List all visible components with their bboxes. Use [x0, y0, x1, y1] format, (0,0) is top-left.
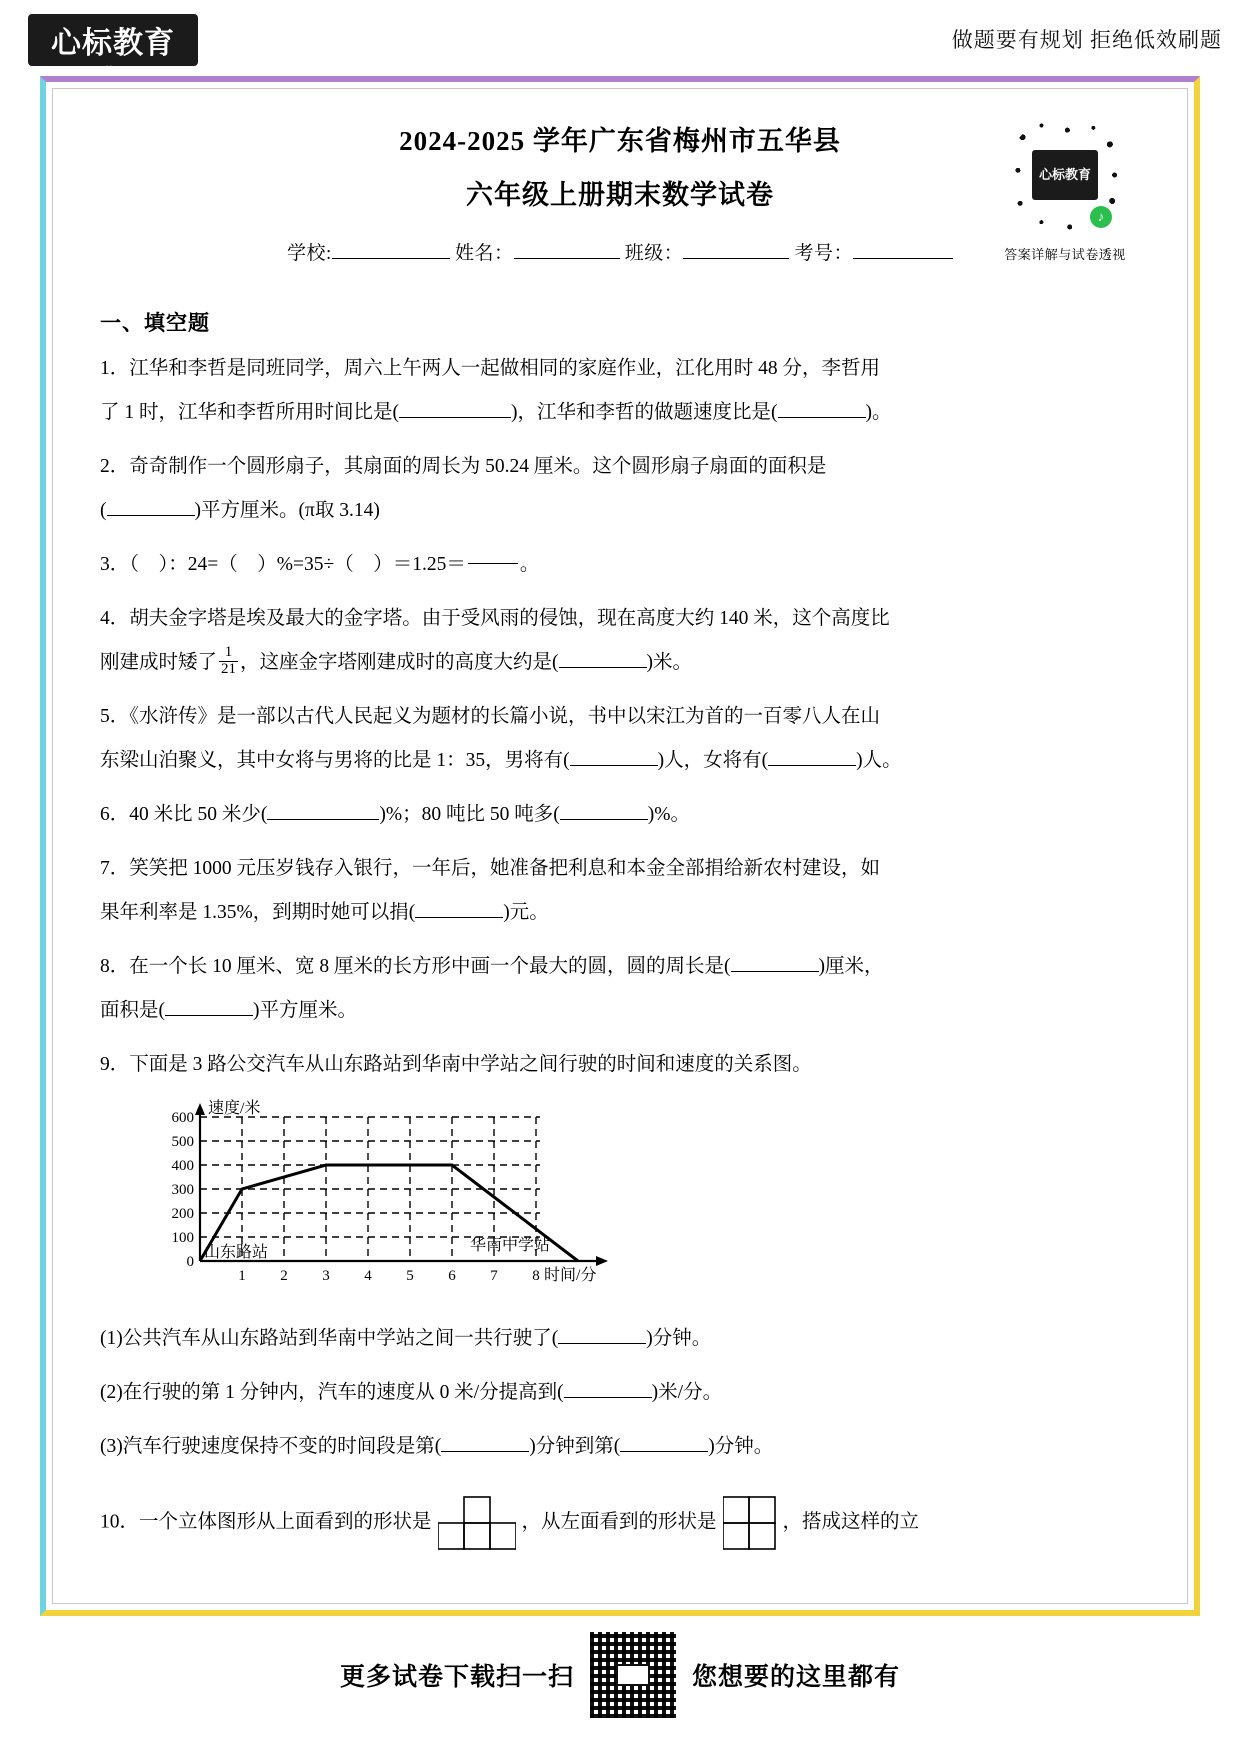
- chart-annotation-start: 山东路站: [204, 1244, 269, 1261]
- question-9-number: 9．: [100, 1054, 130, 1075]
- question-8-text-d: )平方厘米。: [253, 1000, 357, 1021]
- question-9-sub-3-blank-1[interactable]: [441, 1451, 529, 1452]
- footer-qr-icon[interactable]: [588, 1630, 678, 1720]
- question-2-text-b: (: [100, 500, 107, 521]
- page-footer: [0, 1630, 1240, 1720]
- question-4-text-b: 刚建成时矮了: [100, 652, 218, 673]
- exam-title-line1: 2024-2025 学年广东省梅州市五华县: [399, 126, 841, 156]
- question-9-sub-1: [100, 1317, 1140, 1361]
- question-8-text-c: 面积是(: [100, 1000, 165, 1021]
- question-1-text-a: 江华和李哲是同班同学，周六上午两人一起做相同的家庭作业，江化用时 48 分，李哲用: [129, 358, 881, 379]
- question-8-blank-2[interactable]: [165, 1015, 253, 1016]
- chart-x-arrow: [596, 1256, 608, 1266]
- svg-text:200: 200: [171, 1206, 194, 1222]
- svg-text:8: 8: [532, 1268, 540, 1284]
- field-class-label: 班级：: [624, 243, 684, 264]
- page-header: [0, 0, 1240, 78]
- chart-y-tick-labels: [172, 1110, 195, 1270]
- question-8-blank-1[interactable]: [731, 971, 819, 972]
- student-info-line: [100, 238, 1140, 265]
- exam-content: [100, 108, 1140, 1551]
- question-6-number: 6．: [100, 804, 130, 825]
- question-10-number: 10．: [100, 1511, 140, 1533]
- qr-caption: 答案详解与试卷透视: [1004, 247, 1126, 262]
- svg-text:400: 400: [171, 1158, 194, 1174]
- field-name-label: 姓名：: [454, 243, 514, 264]
- qr-center-logo: 心标教育: [1032, 150, 1098, 200]
- question-5: [100, 695, 1140, 783]
- question-6-text-b: )%；80 吨比 50 吨多(: [379, 804, 560, 825]
- svg-text:600: 600: [171, 1110, 194, 1126]
- chart-annotation-end: 华南中学站: [470, 1237, 551, 1254]
- answer-qr-block[interactable]: [990, 116, 1140, 263]
- question-10-text-b: ，从左面看到的形状是: [521, 1511, 717, 1533]
- question-10: [100, 1495, 1140, 1551]
- question-2-number: 2．: [100, 456, 130, 477]
- question-1: [100, 347, 1140, 435]
- svg-text:2: 2: [280, 1268, 288, 1284]
- question-9-sub-3-blank-2[interactable]: [620, 1451, 708, 1452]
- question-2: [100, 445, 1140, 533]
- field-class-input[interactable]: [683, 258, 789, 259]
- question-9-sub-3: [100, 1425, 1140, 1469]
- question-6-text-c: )%。: [647, 804, 690, 825]
- question-5-text-b: 东梁山泊聚义，其中女将与男将的比是 1：35，男将有(: [100, 750, 570, 771]
- question-2-text-a: 奇奇制作一个圆形扇子，其扇面的周长为 50.24 厘米。这个圆形扇子扇面的面积是: [129, 456, 827, 477]
- field-number-input[interactable]: [853, 258, 953, 259]
- question-1-text-c: )，江华和李哲的做题速度比是(: [511, 402, 778, 423]
- chart-y-arrow: [195, 1103, 205, 1115]
- question-4-number: 4．: [100, 608, 130, 629]
- svg-text:3: 3: [322, 1268, 330, 1284]
- question-9-sub-3-text-c: )分钟。: [708, 1436, 774, 1457]
- question-6-blank-2[interactable]: [560, 819, 648, 820]
- question-9-sub-2: [100, 1371, 1140, 1415]
- question-3-fraction-denominator[interactable]: [468, 564, 518, 580]
- question-9-text: 下面是 3 路公交汽车从山东路站到华南中学站之间行驶的时间和速度的关系图。: [129, 1054, 812, 1075]
- question-4-fraction-denominator: 21: [221, 661, 237, 678]
- top-view-shape: [438, 1495, 516, 1551]
- question-1-blank-2[interactable]: [778, 417, 866, 418]
- question-4-text-d: )米。: [646, 652, 693, 673]
- question-5-number: 5．: [100, 706, 130, 727]
- question-4-text-a: 胡夫金字塔是埃及最大的金字塔。由于受风雨的侵蚀，现在高度大约 140 米，这个高度比: [129, 608, 890, 629]
- question-6-blank-1[interactable]: [267, 819, 379, 820]
- question-3-fraction-numerator[interactable]: [468, 547, 518, 564]
- question-9-sub-1-text-a: (1)公共汽车从山东路站到华南中学站之间一共行驶了(: [100, 1328, 559, 1349]
- svg-text:6: 6: [448, 1268, 456, 1284]
- question-1-blank-1[interactable]: [399, 417, 511, 418]
- question-8: [100, 945, 1140, 1033]
- question-3: [100, 543, 1140, 587]
- question-1-text-d: )。: [865, 402, 892, 423]
- svg-text:300: 300: [171, 1182, 194, 1198]
- left-view-shape: [723, 1495, 777, 1551]
- field-school-input[interactable]: [332, 258, 450, 259]
- question-2-blank-1[interactable]: [107, 515, 195, 516]
- svg-text:500: 500: [171, 1134, 194, 1150]
- question-1-number: 1．: [100, 358, 130, 379]
- music-badge-icon: ♪: [1090, 206, 1112, 228]
- footer-left-text: 更多试卷下载扫一扫: [339, 1664, 574, 1691]
- question-3-text-a: （ ）：24=（ ）%=35÷（ ）＝1.25＝: [129, 554, 466, 575]
- question-9-sub-3-text-a: (3)汽车行驶速度保持不变的时间段是第(: [100, 1436, 442, 1457]
- exam-title-line2: 六年级上册期末数学试卷: [466, 180, 774, 210]
- question-7-blank-1[interactable]: [415, 917, 503, 918]
- svg-text:100: 100: [171, 1230, 194, 1246]
- question-8-number: 8．: [100, 956, 130, 977]
- speed-time-chart-svg: [140, 1097, 660, 1307]
- footer-right-text: 您想要的这里都有: [692, 1664, 901, 1691]
- header-slogan: 做题要有规划 拒绝低效刷题: [951, 28, 1222, 52]
- question-4: [100, 597, 1140, 685]
- question-9-sub-1-blank[interactable]: [558, 1343, 646, 1344]
- chart-y-axis-label: 速度/米: [208, 1100, 261, 1117]
- question-9-sub-2-text-b: )米/分。: [651, 1382, 723, 1403]
- qr-code-icon[interactable]: [1006, 116, 1124, 234]
- brand-logo: [28, 14, 198, 73]
- question-4-text-c: ，这座金字塔刚建成时的高度大约是(: [240, 652, 559, 673]
- field-school-label: 学校:: [286, 243, 332, 264]
- svg-text:0: 0: [186, 1254, 194, 1270]
- brand-logo-url: www.xbjy.com: [86, 66, 130, 73]
- question-5-blank-2[interactable]: [768, 765, 856, 766]
- question-7-number: 7．: [100, 858, 130, 879]
- question-3-text-b: 。: [519, 554, 540, 575]
- question-7-text-a: 笑笑把 1000 元压岁钱存入银行，一年后，她准备把利息和本金全部捐给新农村建设，如: [129, 858, 881, 879]
- question-4-fraction-numerator: 1: [219, 645, 238, 662]
- question-3-number: 3．: [100, 554, 130, 575]
- svg-text:5: 5: [406, 1268, 414, 1284]
- question-5-text-c: )人，女将有(: [657, 750, 769, 771]
- question-6: [100, 793, 1140, 837]
- question-8-text-b: )厘米，: [818, 956, 884, 977]
- question-9: [100, 1043, 1140, 1087]
- section-title-fill-in-blank: 一、填空题: [100, 311, 210, 335]
- brand-logo-text: 心标教育: [51, 27, 175, 60]
- svg-text:1: 1: [238, 1268, 246, 1284]
- question-6-text-a: 40 米比 50 米少(: [129, 804, 268, 825]
- svg-text:7: 7: [490, 1268, 498, 1284]
- field-number-label: 考号：: [794, 243, 854, 264]
- question-9-sub-3-text-b: )分钟到第(: [529, 1436, 621, 1457]
- question-4-fraction: [219, 645, 238, 678]
- svg-text:4: 4: [364, 1268, 372, 1284]
- question-3-fraction[interactable]: [468, 547, 518, 580]
- question-7-text-c: )元。: [503, 902, 549, 923]
- speed-time-chart: [140, 1097, 660, 1307]
- question-9-sub-2-blank[interactable]: [564, 1397, 652, 1398]
- question-5-text-d: )人。: [856, 750, 902, 771]
- field-name-input[interactable]: [514, 258, 620, 259]
- question-5-blank-1[interactable]: [570, 765, 658, 766]
- question-10-text-c: ，搭成这样的立: [782, 1511, 920, 1533]
- question-9-sub-1-text-b: )分钟。: [646, 1328, 712, 1349]
- question-7-text-b: 果年利率是 1.35%，到期时她可以捐(: [100, 902, 416, 923]
- question-1-text-b: 了 1 时，江华和李哲所用时间比是(: [100, 402, 399, 423]
- question-5-text-a: 《水浒传》是一部以古代人民起义为题材的长篇小说，书中以宋江为首的一百零八人在山: [129, 706, 881, 727]
- question-10-text-a: 一个立体图形从上面看到的形状是: [139, 1511, 432, 1533]
- question-4-blank-1[interactable]: [559, 667, 647, 668]
- question-9-sub-2-text-a: (2)在行驶的第 1 分钟内，汽车的速度从 0 米/分提高到(: [100, 1382, 564, 1403]
- question-7: [100, 847, 1140, 935]
- question-8-text-a: 在一个长 10 厘米、宽 8 厘米的长方形中画一个最大的圆，圆的周长是(: [129, 956, 731, 977]
- chart-x-axis-label: 时间/分: [544, 1267, 597, 1284]
- chart-x-tick-labels: [238, 1268, 540, 1284]
- question-2-text-c: )平方厘米。(π取 3.14): [194, 500, 380, 521]
